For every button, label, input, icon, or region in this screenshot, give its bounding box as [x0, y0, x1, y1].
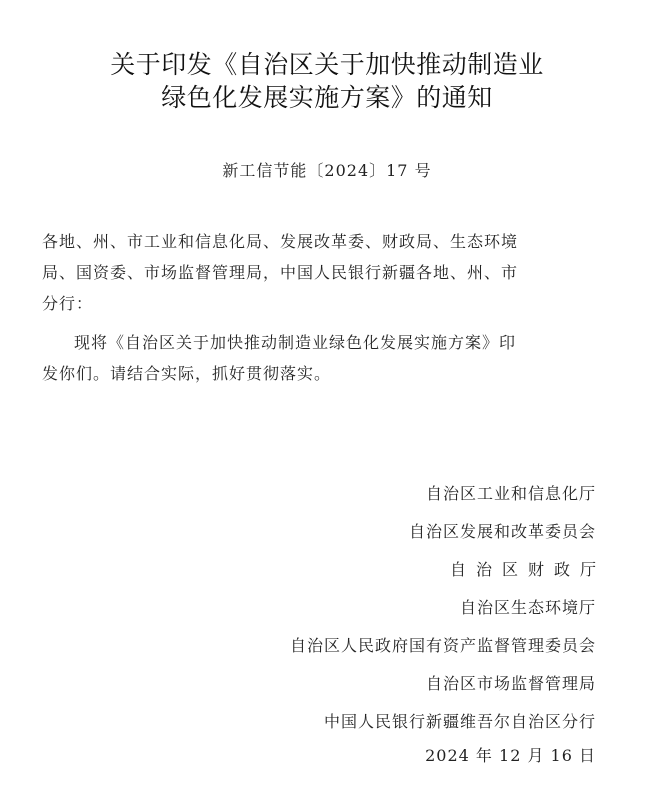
signer-peoples-bank-branch: 中国人民银行新疆维吾尔自治区分行	[323, 712, 596, 731]
recipients-line-1: 各地、州、市工业和信息化局、发展改革委、财政局、生态环境	[42, 232, 519, 251]
issue-date: 2024 年 12 月 16 日	[425, 746, 596, 765]
document-title	[0, 48, 654, 114]
recipients-block	[42, 226, 614, 319]
recipients-line-2: 局、国资委、市场监督管理局，中国人民银行新疆各地、州、市	[42, 263, 519, 282]
signer-state-assets-commission: 自治区人民政府国有资产监督管理委员会	[289, 636, 596, 655]
signers-block	[289, 475, 606, 741]
signer-ecology-environment: 自治区生态环境厅	[459, 598, 596, 617]
recipients-line-3: 分行：	[42, 294, 94, 313]
signer-market-regulation: 自治区市场监督管理局	[425, 674, 596, 693]
body-paragraph	[42, 327, 614, 389]
title-line-1: 关于印发《自治区关于加快推动制造业	[110, 50, 544, 79]
title-line-2: 绿色化发展实施方案》的通知	[161, 83, 493, 112]
signer-industry-it-dept: 自治区工业和信息化厅	[425, 484, 596, 503]
signer-finance-dept: 自治区财政厅	[449, 560, 606, 579]
body-line-1: 现将《自治区关于加快推动制造业绿色化发展实施方案》印	[74, 333, 517, 352]
body-line-2: 发你们。请结合实际，抓好贯彻落实。	[42, 364, 332, 383]
signer-development-reform: 自治区发展和改革委员会	[408, 522, 596, 541]
document-number: 新工信节能〔2024〕17 号	[222, 161, 432, 180]
